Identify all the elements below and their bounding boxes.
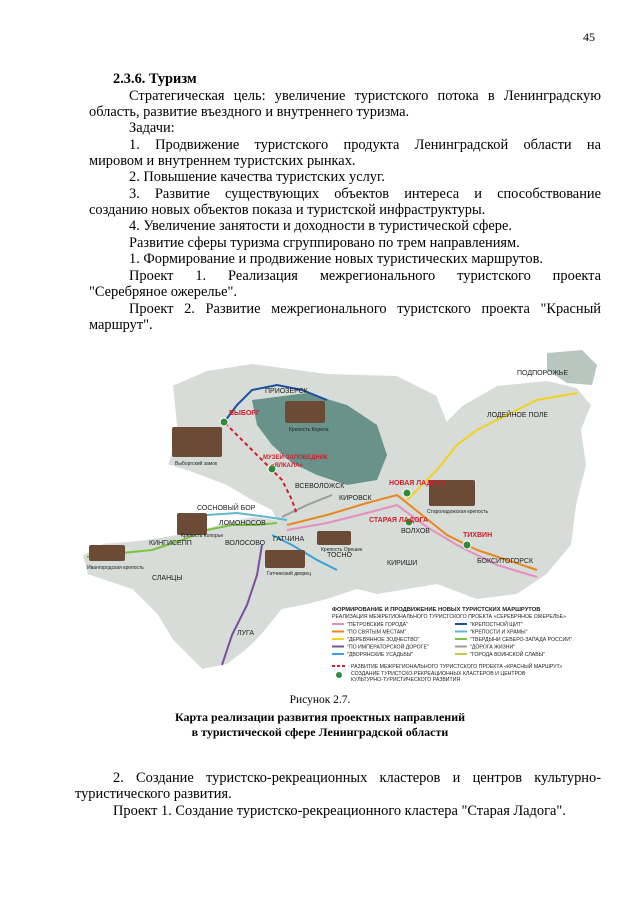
city-priozersk: ПРИОЗЕРСК — [265, 388, 308, 395]
landmark-staroladozhskaya: Староладожская крепость — [427, 509, 489, 515]
city-lodeynoye-pole: ЛОДЕЙНОЕ ПОЛЕ — [487, 412, 549, 419]
map-legend — [332, 607, 572, 681]
landmark-koporye: Крепость Копорье — [181, 533, 224, 539]
figure-title-line1: Карта реализации развития проектных направлений — [174, 710, 466, 724]
city-tikhvin: ТИХВИН — [463, 532, 493, 539]
legend-route-label: "ПО ИМПЕРАТОРСКОЙ ДОРОГЕ" — [347, 644, 429, 651]
city-museum-line2: «ЯЛКАЛА» — [271, 463, 303, 469]
tourism-map — [77, 345, 601, 681]
legend-routes-right — [455, 620, 572, 658]
city-tosno: ТОСНО — [327, 552, 352, 559]
legend-route-label: "ПЕТРОВСКИЕ ГОРОДА" — [347, 622, 408, 628]
legend-route-label: "КРЕПОСТНОЙ ЩИТ" — [470, 622, 523, 628]
legend-route-label: "ТВЕРДЫНИ СЕВЕРО-ЗАПАДА РОССИИ" — [470, 637, 572, 643]
figure-number: Рисунок 2.7. — [289, 694, 351, 706]
city-volosovo: ВОЛОСОВО — [225, 540, 266, 547]
task1-line2: мировом и внутреннем туристских рынках. — [89, 153, 356, 169]
city-museum-line1: МУЗЕЙ-ЗАПОВЕДНИК — [263, 455, 328, 461]
task4: 4. Увеличение занятости и доходности в туристической сфере. — [129, 218, 512, 234]
landmark-gatchina-palace: Гатчинский дворец — [267, 571, 311, 577]
city-staraya-ladoga: СТАРАЯ ЛАДОГА — [369, 517, 429, 524]
landmark-image — [317, 531, 351, 545]
project2-line2: маршрут". — [89, 317, 153, 333]
landmark-ivangorod: Ивангородская крепость — [87, 565, 144, 571]
project1-line1: Проект 1. Реализация межрегионального туристского проекта — [129, 268, 601, 284]
city-lomonosov: ЛОМОНОСОВ — [219, 520, 266, 527]
landmark-vyborg-castle: Выборгский замок — [175, 461, 218, 467]
task3-line2: созданию новых объектов показа и туристской инфраструктуры. — [89, 202, 486, 218]
legend-route-label: "КРЕПОСТИ И ХРАМЫ" — [470, 629, 528, 636]
legend-route-label: "ГОРОДА ВОИНСКОЙ СЛАВЫ" — [470, 652, 546, 658]
legend-route-label: "ДВОРЯНСКИЕ УСАДЬБЫ" — [347, 652, 414, 658]
city-volkhov: ВОЛХОВ — [401, 528, 430, 535]
city-sosnovy-bor: СОСНОВЫЙ БОР — [197, 505, 256, 512]
landmark-image — [177, 513, 207, 535]
city-luga: ЛУГА — [237, 630, 255, 637]
directions-intro: Развитие сферы туризма сгруппировано по трем направлениям. — [129, 235, 520, 251]
landmark-image — [285, 401, 325, 423]
city-boksitogorsk: БОКСИТОГОРСК — [477, 558, 534, 565]
direction1: 1. Формирование и продвижение новых туристических маршрутов. — [129, 251, 543, 267]
direction2-line1: 2. Создание туристско-рекреационных кластеров и центров культурно- — [113, 770, 601, 786]
city-kingisepp: КИНГИСЕПП — [149, 540, 192, 547]
cluster-marker — [403, 489, 411, 497]
tasks-label: Задачи: — [129, 120, 175, 136]
legend-red-route: РАЗВИТИЕ МЕЖРЕГИОНАЛЬНОГО ТУРИСТСКОГО ПРОЕКТА «КРАСНЫЙ МАРШРУТ» — [351, 664, 563, 670]
city-vsevolozhsk: ВСЕВОЛОЖСК — [295, 483, 345, 490]
city-vyborg: ВЫБОРГ — [229, 410, 261, 417]
landmark-korela: Крепость Корела — [289, 427, 329, 433]
direction2-project1: Проект 1. Создание туристско-рекреационного кластера "Старая Ладога". — [113, 803, 566, 819]
landmark-oreshek: Крепость Орешек — [321, 547, 363, 553]
city-kirishi: КИРИШИ — [387, 560, 418, 567]
figure-title-line2: в туристической сфере Ленинградской области — [191, 725, 449, 739]
section-heading: 2.3.6. Туризм — [113, 71, 197, 87]
legend-routes-left — [332, 622, 429, 658]
landmark-image — [172, 427, 222, 457]
page-number: 45 — [583, 30, 595, 44]
cluster-marker — [220, 418, 228, 426]
legend-route-label: "ДЕРЕВЯННОЕ ЗОДЧЕСТВО" — [347, 637, 420, 643]
city-slantsy: СЛАНЦЫ — [152, 575, 183, 582]
city-gatchina: ГАТЧИНА — [273, 536, 305, 543]
task2: 2. Повышение качества туристских услуг. — [129, 169, 385, 185]
onega-lake — [547, 350, 597, 385]
task1-line1: 1. Продвижение туристского продукта Ленинградской области на — [129, 137, 601, 153]
project2-line1: Проект 2. Развитие межрегионального туристского проекта "Красный — [129, 301, 601, 317]
city-novaya-ladoga: НОВАЯ ЛАДОГА — [389, 480, 446, 487]
landmark-image — [89, 545, 125, 561]
task3-line1: 3. Развитие существующих объектов интереса и способствование — [129, 186, 601, 202]
city-podporozhye: ПОДПОРОЖЬЕ — [517, 370, 569, 377]
strategic-goal-line2: область, развитие въездного и внутреннего туризма. — [89, 104, 410, 120]
legend-subtitle: РЕАЛИЗАЦИЯ МЕЖРЕГИОНАЛЬНОГО ТУРИСТСКОГО ПРОЕКТА «СЕРЕБРЯНОЕ ОЖЕРЕЛЬЕ» — [332, 614, 566, 620]
legend-route-label: "ПО СВЯТЫМ МЕСТАМ" — [347, 629, 407, 636]
legend-title: ФОРМИРОВАНИЕ И ПРОДВИЖЕНИЕ НОВЫХ ТУРИСТСКИХ МАРШРУТОВ — [332, 607, 541, 613]
strategic-goal-line1: Стратегическая цель: увеличение туристского потока в Ленинградскую — [129, 88, 601, 104]
legend-clusters-line2: КУЛЬТУРНО-ТУРИСТИЧЕСКОГО РАЗВИТИЯ — [351, 677, 461, 681]
legend-clusters-line1: СОЗДАНИЕ ТУРИСТСКО-РЕКРЕАЦИОННЫХ КЛАСТЕРОВ И ЦЕНТРОВ — [351, 671, 526, 677]
legend-cluster-swatch — [336, 672, 342, 678]
legend-route-label: "ДОРОГА ЖИЗНИ" — [470, 644, 516, 651]
landmark-image — [265, 550, 305, 568]
cluster-marker — [463, 541, 471, 549]
direction2-line2: туристического развития. — [75, 786, 232, 802]
project1-line2: "Серебряное ожерелье". — [89, 284, 237, 300]
city-kirovsk: КИРОВСК — [339, 495, 372, 502]
